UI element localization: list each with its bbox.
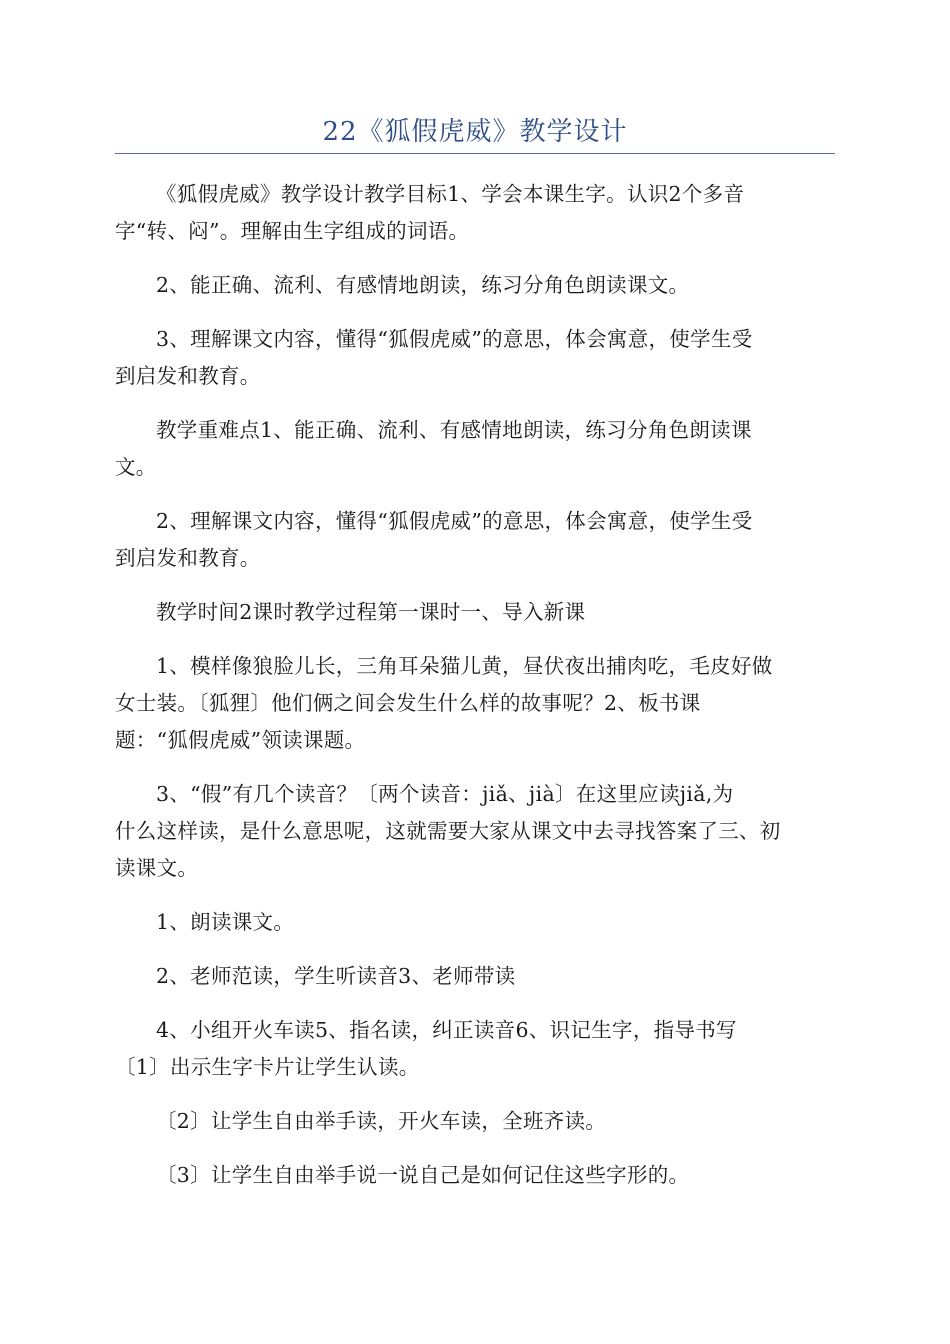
paragraph-line: 文。 (115, 455, 157, 479)
paragraph-line: 4、小组开火车读5、指名读，纠正读音6、识记生字，指导书写 (156, 1018, 737, 1042)
document-title: 22《狐假虎威》教学设计 (322, 117, 628, 147)
paragraph-objective-3 (115, 321, 835, 395)
paragraph-key-point-2 (115, 503, 835, 577)
paragraph-line: 到启发和教育。 (115, 364, 261, 388)
paragraph-line: 到启发和教育。 (115, 546, 261, 570)
paragraph-line: 读课文。 (115, 856, 199, 880)
paragraph-pronunciation (115, 776, 835, 887)
paragraph-line: 〔1〕出示生字卡片让学生认读。 (115, 1055, 420, 1079)
paragraph-line: 什么这样读，是什么意思呢，这就需要大家从课文中去寻找答案了三、初 (115, 819, 781, 843)
paragraph-read-aloud (115, 904, 835, 941)
paragraph-step-3 (115, 1157, 835, 1194)
paragraph-objectives (115, 176, 835, 250)
paragraph-line: 字“转、闷”。理解由生字组成的词语。 (115, 219, 470, 243)
paragraph-line: 3、理解课文内容，懂得“狐假虎威”的意思，体会寓意，使学生受 (156, 327, 753, 351)
paragraph-line: 2、理解课文内容，懂得“狐假虎威”的意思，体会寓意，使学生受 (156, 509, 753, 533)
paragraph-line: 教学时间2课时教学过程第一课时一、导入新课 (156, 600, 586, 624)
title-divider (115, 153, 835, 154)
paragraph-line: 《狐假虎威》教学设计教学目标1、学会本课生字。认识2个多音 (156, 182, 745, 206)
paragraph-line: 1、模样像狼脸儿长，三角耳朵猫儿黄，昼伏夜出捕肉吃，毛皮好做 (156, 654, 773, 678)
paragraph-line: 2、老师范读，学生听读音3、老师带读 (156, 964, 516, 988)
paragraph-line: 教学重难点1、能正确、流利、有感情地朗读，练习分角色朗读课 (156, 418, 752, 442)
paragraph-line: 〔2〕让学生自由举手读，开火车读，全班齐读。 (156, 1109, 607, 1133)
paragraph-teaching-time (115, 594, 835, 631)
paragraph-intro-riddle (115, 648, 835, 759)
paragraph-line: 〔3〕让学生自由举手说一说自己是如何记住这些字形的。 (156, 1163, 690, 1187)
document-body (115, 176, 835, 1211)
paragraph-line: 女士装。〔狐狸〕他们俩之间会发生什么样的故事呢？2、板书课 (115, 691, 701, 715)
paragraph-key-points (115, 412, 835, 486)
paragraph-teacher-reading (115, 958, 835, 995)
paragraph-group-reading (115, 1012, 835, 1086)
paragraph-line: 题：“狐假虎威”领读课题。 (115, 728, 366, 752)
paragraph-step-2 (115, 1103, 835, 1140)
paragraph-line: 3、“假”有几个读音？〔两个读音：jiǎ、jià〕在这里应读jiǎ,为 (156, 782, 734, 806)
paragraph-objective-2 (115, 267, 835, 304)
paragraph-line: 1、朗读课文。 (156, 910, 295, 934)
paragraph-line: 2、能正确、流利、有感情地朗读，练习分角色朗读课文。 (156, 273, 690, 297)
